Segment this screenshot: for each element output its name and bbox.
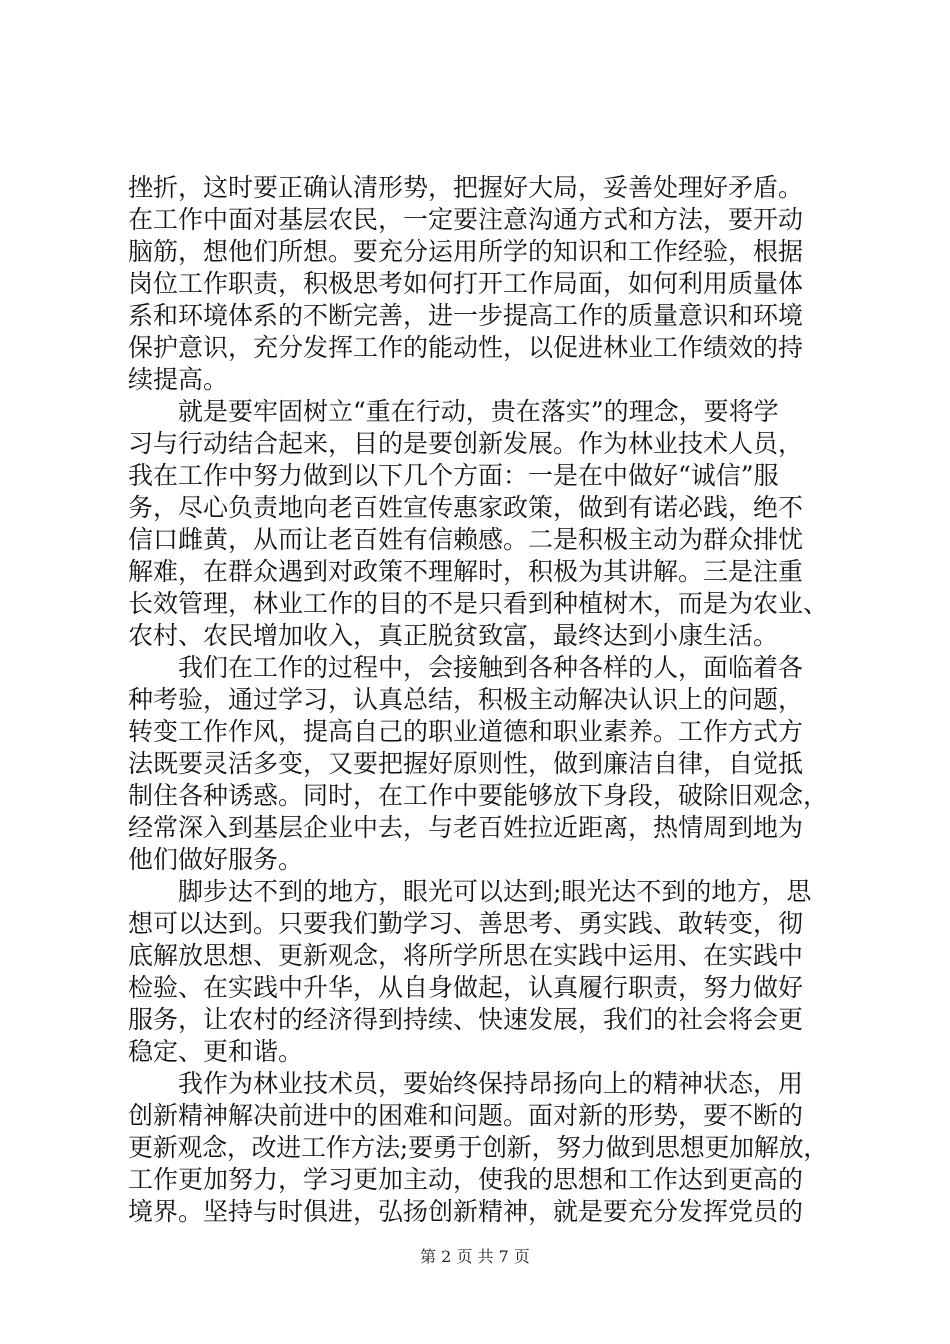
text-line: 解难，在群众遇到对政策不理解时，积极为其讲解。三是注重 (128, 557, 804, 586)
text-line: 岗位工作职责，积极思考如何打开工作局面，如何利用质量体 (128, 269, 804, 298)
text-line: 我在工作中努力做到以下几个方面：一是在中做好“诚信”服 (128, 461, 779, 490)
text-line: 我作为林业技术员，要始终保持昂扬向上的精神状态，用 (128, 1069, 804, 1098)
text-line: 我们在工作的过程中，会接触到各种各样的人，面临着各 (128, 653, 804, 682)
text-line: 工作更加努力，学习更加主动，使我的思想和工作达到更高的 (128, 1165, 804, 1194)
text-line: 挫折，这时要正确认清形势，把握好大局，妥善处理好矛盾。 (128, 173, 804, 202)
text-line: 信口雌黄，从而让老百姓有信赖感。二是积极主动为群众排忧 (128, 525, 804, 554)
text-line: 底解放思想、更新观念，将所学所思在实践中运用、在实践中 (128, 941, 804, 970)
text-line: 检验、在实践中升华，从自身做起，认真履行职责，努力做好 (128, 973, 804, 1002)
text-line: 他们做好服务。 (128, 845, 304, 874)
text-line: 转变工作作风，提高自己的职业道德和职业素养。工作方式方 (128, 717, 804, 746)
text-line: 服务，让农村的经济得到持续、快速发展，我们的社会将会更 (128, 1005, 804, 1034)
body-text (128, 172, 828, 1228)
text-line: 经常深入到基层企业中去，与老百姓拉近距离，热情周到地为 (128, 813, 804, 842)
text-line: 想可以达到。只要我们勤学习、善思考、勇实践、敢转变，彻 (128, 909, 804, 938)
text-line: 更新观念，改进工作方法;要勇于创新，努力做到思想更加解放， (128, 1133, 829, 1162)
text-line: 系和环境体系的不断完善，进一步提高工作的质量意识和环境 (128, 301, 804, 330)
text-line: 就是要牢固树立“重在行动，贵在落实”的理念，要将学 (128, 397, 779, 426)
text-line: 保护意识，充分发挥工作的能动性，以促进林业工作绩效的持 (128, 333, 804, 362)
page-footer: 第 2 页 共 7 页 (420, 1247, 530, 1266)
text-line: 农村、农民增加收入，真正脱贫致富，最终达到小康生活。 (128, 621, 779, 650)
text-line: 制住各种诱惑。同时，在工作中要能够放下身段，破除旧观念， (128, 781, 829, 810)
text-line: 种考验，通过学习，认真总结，积极主动解决认识上的问题， (128, 685, 804, 714)
text-line: 习与行动结合起来，目的是要创新发展。作为林业技术人员， (128, 429, 804, 458)
text-line: 脚步达不到的地方，眼光可以达到;眼光达不到的地方，思 (128, 877, 812, 906)
text-line: 长效管理，林业工作的目的不是只看到种植树木，而是为农业、 (128, 589, 829, 618)
text-line: 法既要灵活多变，又要把握好原则性，做到廉洁自律，自觉抵 (128, 749, 804, 778)
text-line: 续提高。 (128, 365, 229, 394)
text-line: 稳定、更和谐。 (128, 1037, 304, 1066)
text-line: 务，尽心负责地向老百姓宣传惠家政策，做到有诺必践，绝不 (128, 493, 804, 522)
text-line: 创新精神解决前进中的困难和问题。面对新的形势，要不断的 (128, 1101, 804, 1130)
text-line: 境界。坚持与时俱进，弘扬创新精神，就是要充分发挥党员的 (128, 1197, 804, 1226)
text-line: 脑筋，想他们所想。要充分运用所学的知识和工作经验，根据 (128, 237, 804, 266)
text-line: 在工作中面对基层农民，一定要注意沟通方式和方法，要开动 (128, 205, 804, 234)
